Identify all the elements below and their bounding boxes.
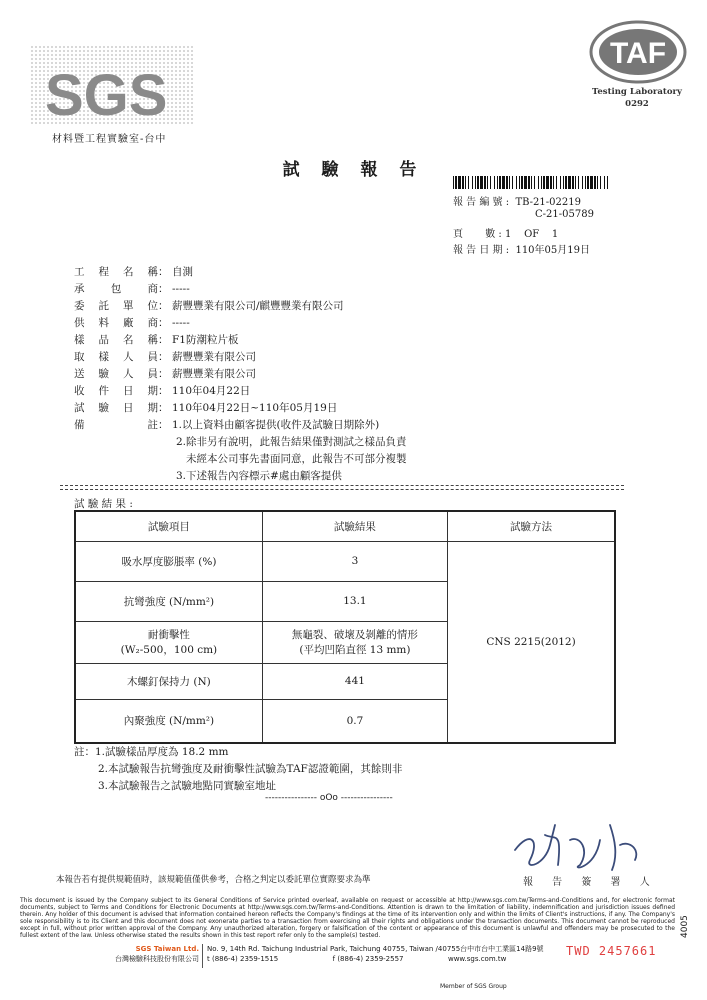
barcode-bar [458,176,461,189]
footnote: 2.本試驗報告抗彎強度及耐衝擊性試驗為TAF認證範圍，其餘則非 [98,763,403,775]
barcode-bar [477,176,479,189]
info-row: 工程名稱： 自測 [74,266,193,278]
report-number-1: TB-21-02219 [515,197,581,208]
barcode-bar [575,176,576,189]
info-row: 試驗日期： 110年04月22日~110年05月19日 [74,402,338,414]
member-of-sgs: Member of SGS Group [440,983,507,990]
barcode-bar [546,176,549,189]
info-row: 備註： 1.以上資料由顧客提供(收件及試驗日期除外) [74,419,380,431]
phone: t (886-4) 2359-1515 [207,955,279,963]
report-date-label: 報 告 日 期 : [453,245,510,256]
info-label: 送驗人員 [74,368,158,380]
taf-caption [582,86,692,110]
info-label: 委託單位 [74,300,158,312]
info-value: 薪豐豐業有限公司/麒豐豐業有限公司 [172,300,344,312]
barcode-bar [512,176,513,189]
barcode-bar [521,176,523,189]
test-item: 木螺釘保持力 (N) [75,663,262,699]
barcode-bar [600,176,601,189]
disclaimer: This document is issued by the Company subject to its General Conditions of Service printed overleaf, available on request or accessible at http://www.sgs.com.tw/Terms-and-Conditions and, for electronic format documents, subject to Terms and Conditions for Electronic Documents at http://www.sgs.com.tw/Terms-and-Conditions. Attention is drawn to the limitation of liability, indemnification and jurisdiction issues defined therein. Any holder of this document is advised that information contained hereon reflects the Company's findings at the time of its intervention only and within the limits of Client's instructions, if any. The Company's sole responsibility is to its Client and this document does not exonerate parties to a transaction from exercising all their rights and obligations under the transaction documents. This document cannot be reproduced except in full, without prior written approval of the Company. Any unauthorized alteration, forgery or falsification of the content or appearance of this document is unlawful and offenders may be prosecuted to the fullest extent of the law. Unless otherwise stated the results shown in this test report refer only to the sample(s) tested. [20,897,675,939]
serial-number: TWD 2457661 [566,944,657,958]
barcode-bar [519,176,520,189]
barcode-bar [607,176,608,189]
barcode-bar [572,176,574,189]
barcode-bar [550,176,552,189]
test-item-cell [75,621,262,663]
sgs-logo-text: SGS [45,63,168,125]
barcode-bar [472,176,473,189]
barcode-bar [453,176,454,189]
barcode-bar [480,176,483,189]
barcode-bar [487,176,488,189]
info-row: 樣品名稱： F1防潮粒片板 [74,334,239,346]
barcode-bar [587,176,589,189]
footer-contact [207,944,544,964]
note-line: 3.下述報告內容標示#處由顧客提供 [176,470,342,482]
barcode-bar [604,176,605,189]
barcode-bar [494,176,495,189]
table-header: 試驗結果 [262,511,447,541]
footnote: 3.本試驗報告之試驗地點同實驗室地址 [98,780,277,792]
page-count-label: 頁 數 : [453,229,502,240]
barcode-bar [538,176,539,189]
barcode-bar [543,176,545,189]
lab-subtitle: 材料暨工程實驗室-台中 [52,134,167,145]
page-count-row [453,225,558,240]
sgs-logo [30,45,195,125]
test-result: 441 [262,663,447,699]
company-address: No. 9, 14th Rd. Taichung Industrial Park, Taichung 40755, Taiwan /40755台中市台中工業區14路9號 [207,945,544,953]
barcode-bar [565,176,567,189]
info-value: 自測 [172,266,193,278]
test-result: 13.1 [262,581,447,621]
barcode-bar [578,176,579,189]
info-label: 試驗日期 [74,402,158,414]
info-value: ----- [172,283,190,295]
barcode-bar [484,176,486,189]
signature-image [500,810,650,880]
barcode-bar [534,176,535,189]
barcode-bar [497,176,498,189]
footnote: 註：1.試驗樣品厚度為 18.2 mm [74,746,229,758]
barcode-bar [528,176,530,189]
info-value: 薪豐豐業有限公司 [172,351,256,363]
barcode [453,176,608,189]
taf-caption-line-1: Testing Laboratory [592,87,682,97]
barcode-bar [499,176,501,189]
barcode-bar [516,176,517,189]
barcode-bar [502,176,505,189]
test-result: 0.7 [262,699,447,743]
info-value: 薪豐豐業有限公司 [172,368,256,380]
taf-logo-text: TAF [609,37,667,70]
info-row: 供料廠商： ----- [74,317,190,329]
test-item: 抗彎強度 (N/mm²) [75,581,262,621]
website: www.sgs.com.tw [447,955,507,963]
results-table [74,510,616,744]
info-row: 承包商： ----- [74,283,190,295]
table-row [75,541,615,581]
test-item: 耐衝擊性 [147,629,190,641]
taf-logo [588,18,688,88]
table-header: 試驗方法 [448,511,615,541]
info-label: 取樣人員 [74,351,158,363]
side-code: 4005 [680,915,690,938]
barcode-bar [556,176,557,189]
fax: f (886-4) 2359-2557 [332,955,404,963]
test-item-condition: (W₂-500，100 cm) [120,644,218,656]
barcode-bar [585,176,586,189]
barcode-bar [509,176,510,189]
barcode-bar [455,176,457,189]
test-method: CNS 2215(2012) [448,541,615,743]
barcode-bar [560,176,561,189]
info-label: 承包商 [74,283,158,295]
test-item: 內聚強度 (N/mm²) [75,699,262,743]
table-header: 試驗項目 [75,511,262,541]
barcode-bar [490,176,491,189]
info-row: 委託單位： 薪豐豐業有限公司/麒豐豐業有限公司 [74,300,344,312]
info-row: 收件日期： 110年04月22日 [74,385,251,397]
info-value: 1.以上資料由顧客提供(收件及試驗日期除外) [172,419,380,431]
barcode-bar [468,176,469,189]
page-count-value: 1 OF 1 [505,229,559,240]
table-header-row [75,511,615,541]
test-result: 3 [262,541,447,581]
footer-divider [202,944,203,968]
info-value: ----- [172,317,190,329]
barcode-bar [541,176,542,189]
taf-caption-line-2: 0292 [625,99,649,109]
test-result: 無龜裂、破壞及剝離的情形 [291,629,418,641]
report-number-2: C-21-05789 [535,209,594,220]
report-date-row [453,241,590,256]
info-label: 備註 [74,419,158,431]
info-label: 收件日期 [74,385,158,397]
barcode-bar [590,176,593,189]
report-number-row [453,193,581,208]
reference-note: 本報告若有提供規範值時，該規範值僅供參考，合格之判定以委託單位實際要求為準 [56,875,371,885]
divider [60,485,624,486]
report-title: 試 驗 報 告 [282,160,425,180]
company-name-zh: 台灣檢驗科技股份有限公司 [115,955,199,963]
barcode-bar [563,176,564,189]
info-label: 供料廠商 [74,317,158,329]
barcode-bar [531,176,532,189]
barcode-bar [524,176,527,189]
note-line: 未經本公司事先書面同意，此報告不可部分複製 [186,453,407,465]
signatory-label: 報 告 簽 署 人 [523,877,658,888]
barcode-bar [553,176,554,189]
barcode-bar [506,176,508,189]
barcode-bar [594,176,596,189]
info-label: 樣品名稱 [74,334,158,346]
note-line: 2.除非另有說明，此報告結果僅對測試之樣品負責 [176,436,407,448]
contact-line [207,954,544,964]
info-value: 110年04月22日 [172,385,251,397]
barcode-bar [568,176,571,189]
barcode-bar [597,176,598,189]
report-number-label: 報 告 編 號 : [453,197,510,208]
divider [60,489,624,490]
barcode-bar [462,176,464,189]
info-value: 110年04月22日~110年05月19日 [172,402,338,414]
footer-company [64,944,199,964]
barcode-bar [465,176,466,189]
test-item: 吸水厚度膨脹率 (%) [75,541,262,581]
report-date-value: 110年05月19日 [515,245,590,256]
barcode-bar [582,176,583,189]
info-row: 取樣人員： 薪豐豐業有限公司 [74,351,256,363]
results-label: 試 驗 結 果 : [74,498,133,510]
test-result-detail: (平均凹陷直徑 13 mm) [299,644,411,656]
info-row: 送驗人員： 薪豐豐業有限公司 [74,368,256,380]
info-value: F1防潮粒片板 [172,334,239,346]
info-label: 工程名稱 [74,266,158,278]
barcode-bar [475,176,476,189]
end-of-report-mark: ---------------- oOo ---------------- [265,793,393,803]
test-result-cell [262,621,447,663]
company-name-en: SGS Taiwan Ltd. [135,945,199,953]
